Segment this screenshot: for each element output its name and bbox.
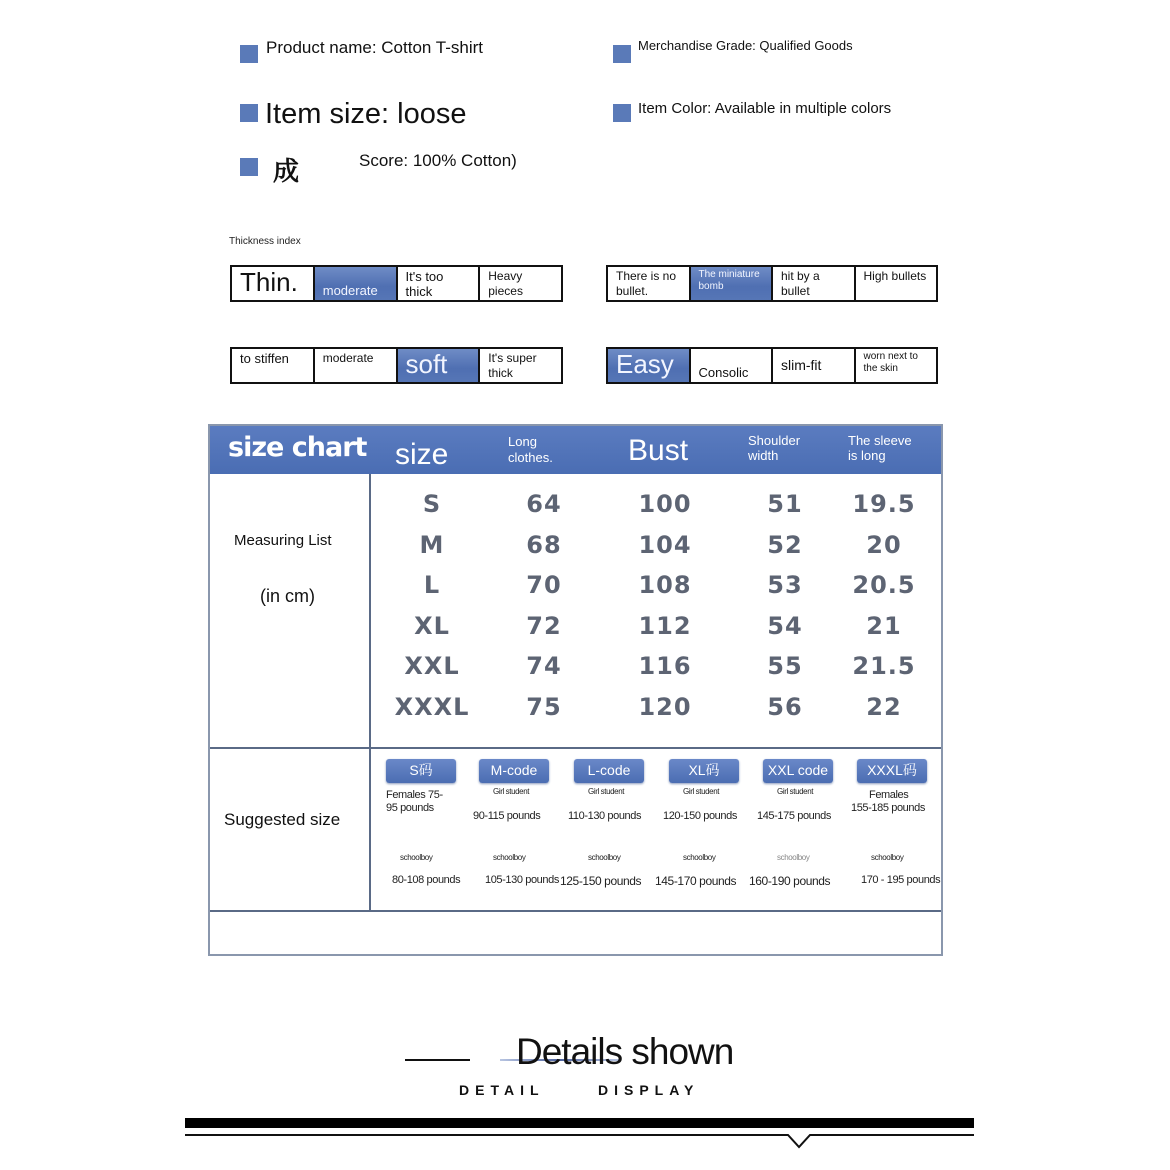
size-code-badge: XXXL码 (857, 759, 927, 783)
male-range: 160-190 pounds (749, 874, 831, 888)
cell-length: 70 (526, 571, 562, 599)
details-title: Details shown (516, 1031, 734, 1072)
size-chart-table (208, 424, 943, 956)
female-range: 90-115 pounds (473, 810, 541, 822)
scale-option-selected: soft (398, 349, 481, 382)
scale-option: High bullets (863, 269, 927, 283)
cell-shoulder: 52 (767, 530, 803, 559)
cell-bust: 100 (638, 490, 692, 518)
scale-option-selected: Easy (608, 349, 691, 382)
cell-size: XXL (404, 652, 460, 680)
item-color: Item Color: Available in multiple colors (638, 100, 892, 117)
title-left-rule (405, 1059, 470, 1061)
cell-size: XXXL (394, 692, 470, 721)
header-bust: Bust (628, 434, 689, 467)
male-label: schoolboy (588, 853, 621, 862)
cell-sleeve: 21 (866, 611, 902, 640)
cell-sleeve: 19.5 (852, 490, 916, 518)
female-range: 120-150 pounds (663, 810, 737, 822)
female-range: 110-130 pounds (568, 810, 642, 822)
female-label: Girl student (777, 787, 814, 796)
cell-shoulder: 53 (767, 571, 803, 599)
scale-option: Consolic (691, 349, 774, 382)
cell-bust: 104 (638, 530, 692, 559)
cell-length: 64 (526, 490, 562, 518)
bullet-square-icon (240, 104, 258, 122)
scale-option: worn next to the skin (863, 351, 918, 374)
row-divider (210, 910, 941, 912)
cell-sleeve: 20 (866, 530, 902, 559)
cell-shoulder: 51 (767, 490, 803, 518)
header-size: size (395, 438, 449, 471)
bullet-square-icon (613, 104, 631, 122)
scale-option: It's super thick (488, 351, 537, 380)
cell-bust: 112 (638, 611, 692, 640)
cell-size: L (423, 571, 441, 599)
scale-option: slim-fit (773, 349, 856, 382)
cell-shoulder: 54 (767, 611, 803, 640)
female-label: Females 75- (386, 789, 443, 801)
male-range: 105-130 pounds (485, 874, 559, 886)
size-code-badge: XL码 (669, 759, 739, 783)
female-range: 95 pounds (386, 802, 434, 814)
unit-label: (in cm) (260, 586, 315, 606)
female-label: Girl student (588, 787, 625, 796)
softness-scale (230, 347, 563, 384)
cell-size: S (422, 490, 442, 518)
size-code-badge: XXL code (763, 759, 833, 783)
cell-length: 72 (526, 611, 562, 640)
cell-size: XL (414, 611, 450, 640)
scale-option: There is no bullet. (608, 267, 691, 300)
female-range: 145-175 pounds (757, 810, 831, 822)
scale-option-selected: The miniature bomb (691, 267, 774, 300)
scale-option-selected: moderate (315, 267, 398, 300)
cell-sleeve: 21.5 (852, 652, 916, 680)
bullet-square-icon (613, 45, 631, 63)
composition-label: 成 (273, 156, 300, 186)
cell-length: 68 (526, 530, 562, 559)
cell-size: M (419, 530, 445, 559)
bullet-square-icon (240, 158, 258, 176)
column-divider (369, 474, 371, 912)
details-subtitle-left: DETAIL (459, 1082, 545, 1098)
table-header (210, 426, 941, 474)
scale-option: Heavy pieces (488, 269, 523, 298)
size-code-badge: S码 (386, 759, 456, 783)
female-label: Girl student (493, 787, 530, 796)
size-code-badge: M-code (479, 759, 549, 783)
male-label: schoolboy (493, 853, 526, 862)
details-subtitle-right: DISPLAY (598, 1082, 700, 1098)
item-size: Item size: loose (265, 98, 467, 130)
thickness-index-title: Thickness index (229, 236, 301, 247)
male-label: schoolboy (777, 853, 810, 862)
female-range: 155-185 pounds (851, 802, 925, 814)
male-range: 125-150 pounds (560, 874, 642, 888)
product-name: Product name: Cotton T-shirt (266, 38, 484, 57)
cell-length: 75 (526, 692, 562, 721)
male-label: schoolboy (683, 853, 716, 862)
thick-divider (185, 1118, 974, 1128)
male-range: 170 - 195 pounds (861, 874, 941, 886)
measuring-list-label: Measuring List (234, 532, 332, 549)
cell-bust: 108 (638, 571, 692, 599)
male-label: schoolboy (400, 853, 433, 862)
male-range: 80-108 pounds (392, 874, 461, 886)
cell-shoulder: 56 (767, 692, 803, 721)
thickness-scale (230, 265, 563, 302)
male-range: 145-170 pounds (655, 874, 737, 888)
size-chart-title: size chart (228, 432, 367, 463)
scale-option: It's too thick (398, 267, 481, 300)
scale-option: Thin. (232, 267, 315, 300)
female-label: Females (869, 789, 909, 801)
female-label: Girl student (683, 787, 720, 796)
cell-sleeve: 22 (866, 692, 902, 721)
composition: Score: 100% Cotton) (359, 151, 517, 170)
cell-shoulder: 55 (767, 652, 803, 680)
male-label: schoolboy (871, 853, 904, 862)
cell-bust: 120 (638, 692, 692, 721)
cell-length: 74 (526, 652, 562, 680)
cell-bust: 116 (638, 652, 692, 680)
scale-option: hit by a bullet (773, 267, 856, 300)
header-shoulder: Shoulder width (748, 433, 801, 463)
suggested-size-label: Suggested size (224, 810, 341, 829)
scale-option: moderate (315, 349, 398, 382)
bullet-square-icon (240, 45, 258, 63)
bullet-scale (606, 265, 938, 302)
fit-scale (606, 347, 938, 384)
header-length: Long clothes. (508, 434, 553, 465)
cell-sleeve: 20.5 (852, 571, 916, 599)
scale-option: to stiffen (232, 349, 315, 382)
merchandise-grade: Merchandise Grade: Qualified Goods (638, 38, 853, 53)
size-code-badge: L-code (574, 759, 644, 783)
chevron-divider (185, 1133, 974, 1153)
row-divider (210, 747, 941, 749)
header-sleeve: The sleeve is long (848, 433, 912, 463)
